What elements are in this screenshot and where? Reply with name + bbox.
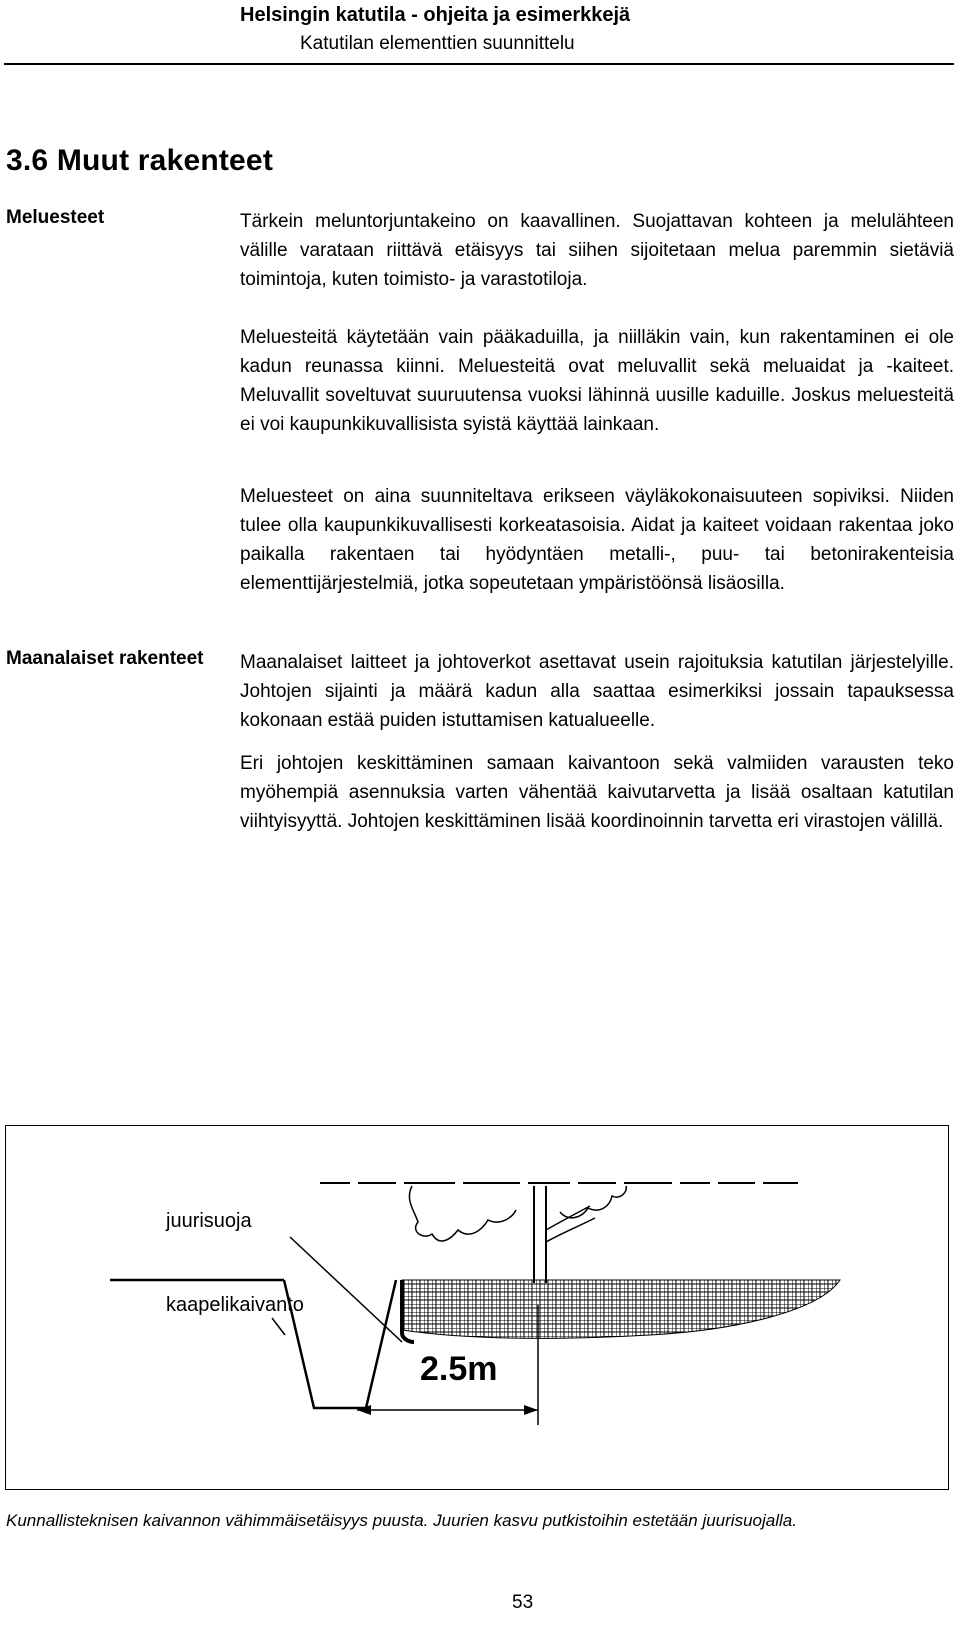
maanalaiset-paragraph-1: Maanalaiset laitteet ja johtoverkot asettavat usein rajoituksia katutilan järjestelyille. Johtojen sijainti ja määrä kadun alla saattaa esimerkiksi jossain tapauksessa kokonaan estää puiden istuttamisen katualueelle. [240,652,954,731]
document-subtitle: Katutilan elementtien suunnittelu [300,33,575,54]
label-juurisuoja: juurisuoja [166,1210,252,1232]
root-zone [402,1280,840,1338]
dimension-label: 2.5m [420,1350,498,1388]
document-title: Helsingin katutila - ohjeita ja esimerkkejä [240,4,631,26]
meluesteet-paragraph-2: Meluesteitä käytetään vain pääkaduilla, ja niilläkin vain, kun rakentaminen ei ole kadun reunassa kiinni. Meluesteitä ovat meluvallit sekä meluaidat ja -kaiteet. Meluvallit soveltuvat suuruutensa vuoksi lähinnä uusille kaduille. Joskus meluesteitä ei voi kaupunkikuvallisista syistä käyttää lainkaan. [240,327,954,435]
figure-caption: Kunnallisteknisen kaivannon vähimmäisetäisyys puusta. Juurien kasvu putkistoihin estetään juurisuojalla. [6,1511,797,1530]
tree-crown [409,1186,626,1241]
section-title: 3.6 Muut rakenteet [6,144,274,177]
leader-kaapelikaivanto [272,1318,285,1335]
tree-trunk [534,1186,595,1283]
meluesteet-paragraph-1: Tärkein meluntorjuntakeino on kaavallinen. Suojattavan kohteen ja melulähteen välille varataan riittävä etäisyys tai siihen sijoitetaan melua paremmin sietäviä toimintoja, kuten toimisto- ja varastotiloja. [240,211,954,290]
meluesteet-label: Meluesteet [6,207,105,228]
label-kaapelikaivanto: kaapelikaivanto [166,1294,304,1316]
maanalaiset-label: Maanalaiset rakenteet [6,648,204,669]
page-number: 53 [512,1592,534,1613]
meluesteet-paragraph-3: Meluesteet on aina suunniteltava erikseen väyläkokonaisuuteen sopiviksi. Niiden tulee olla kaupunkikuvallisesti korkeatasoisia. Aidat ja kaiteet voidaan rakentaa joko paikalla rakentaen tai hyödyntäen metalli-, puu- tai betonirakenteisia elementtijärjestelmiä, jotka sopeutetaan ympäristöönsä lisäosilla. [240,486,954,594]
leader-juurisuoja [290,1237,402,1342]
maanalaiset-paragraph-2: Eri johtojen keskittäminen samaan kaivantoon sekä valmiiden varausten teko myöhempiä asennuksia varten vähentää kaivutarvetta ja lisää osaltaan katutilan viihtyisyyttä. Johtojen keskittäminen lisää koordinoinnin tarvetta eri virastojen välillä. [240,753,954,832]
